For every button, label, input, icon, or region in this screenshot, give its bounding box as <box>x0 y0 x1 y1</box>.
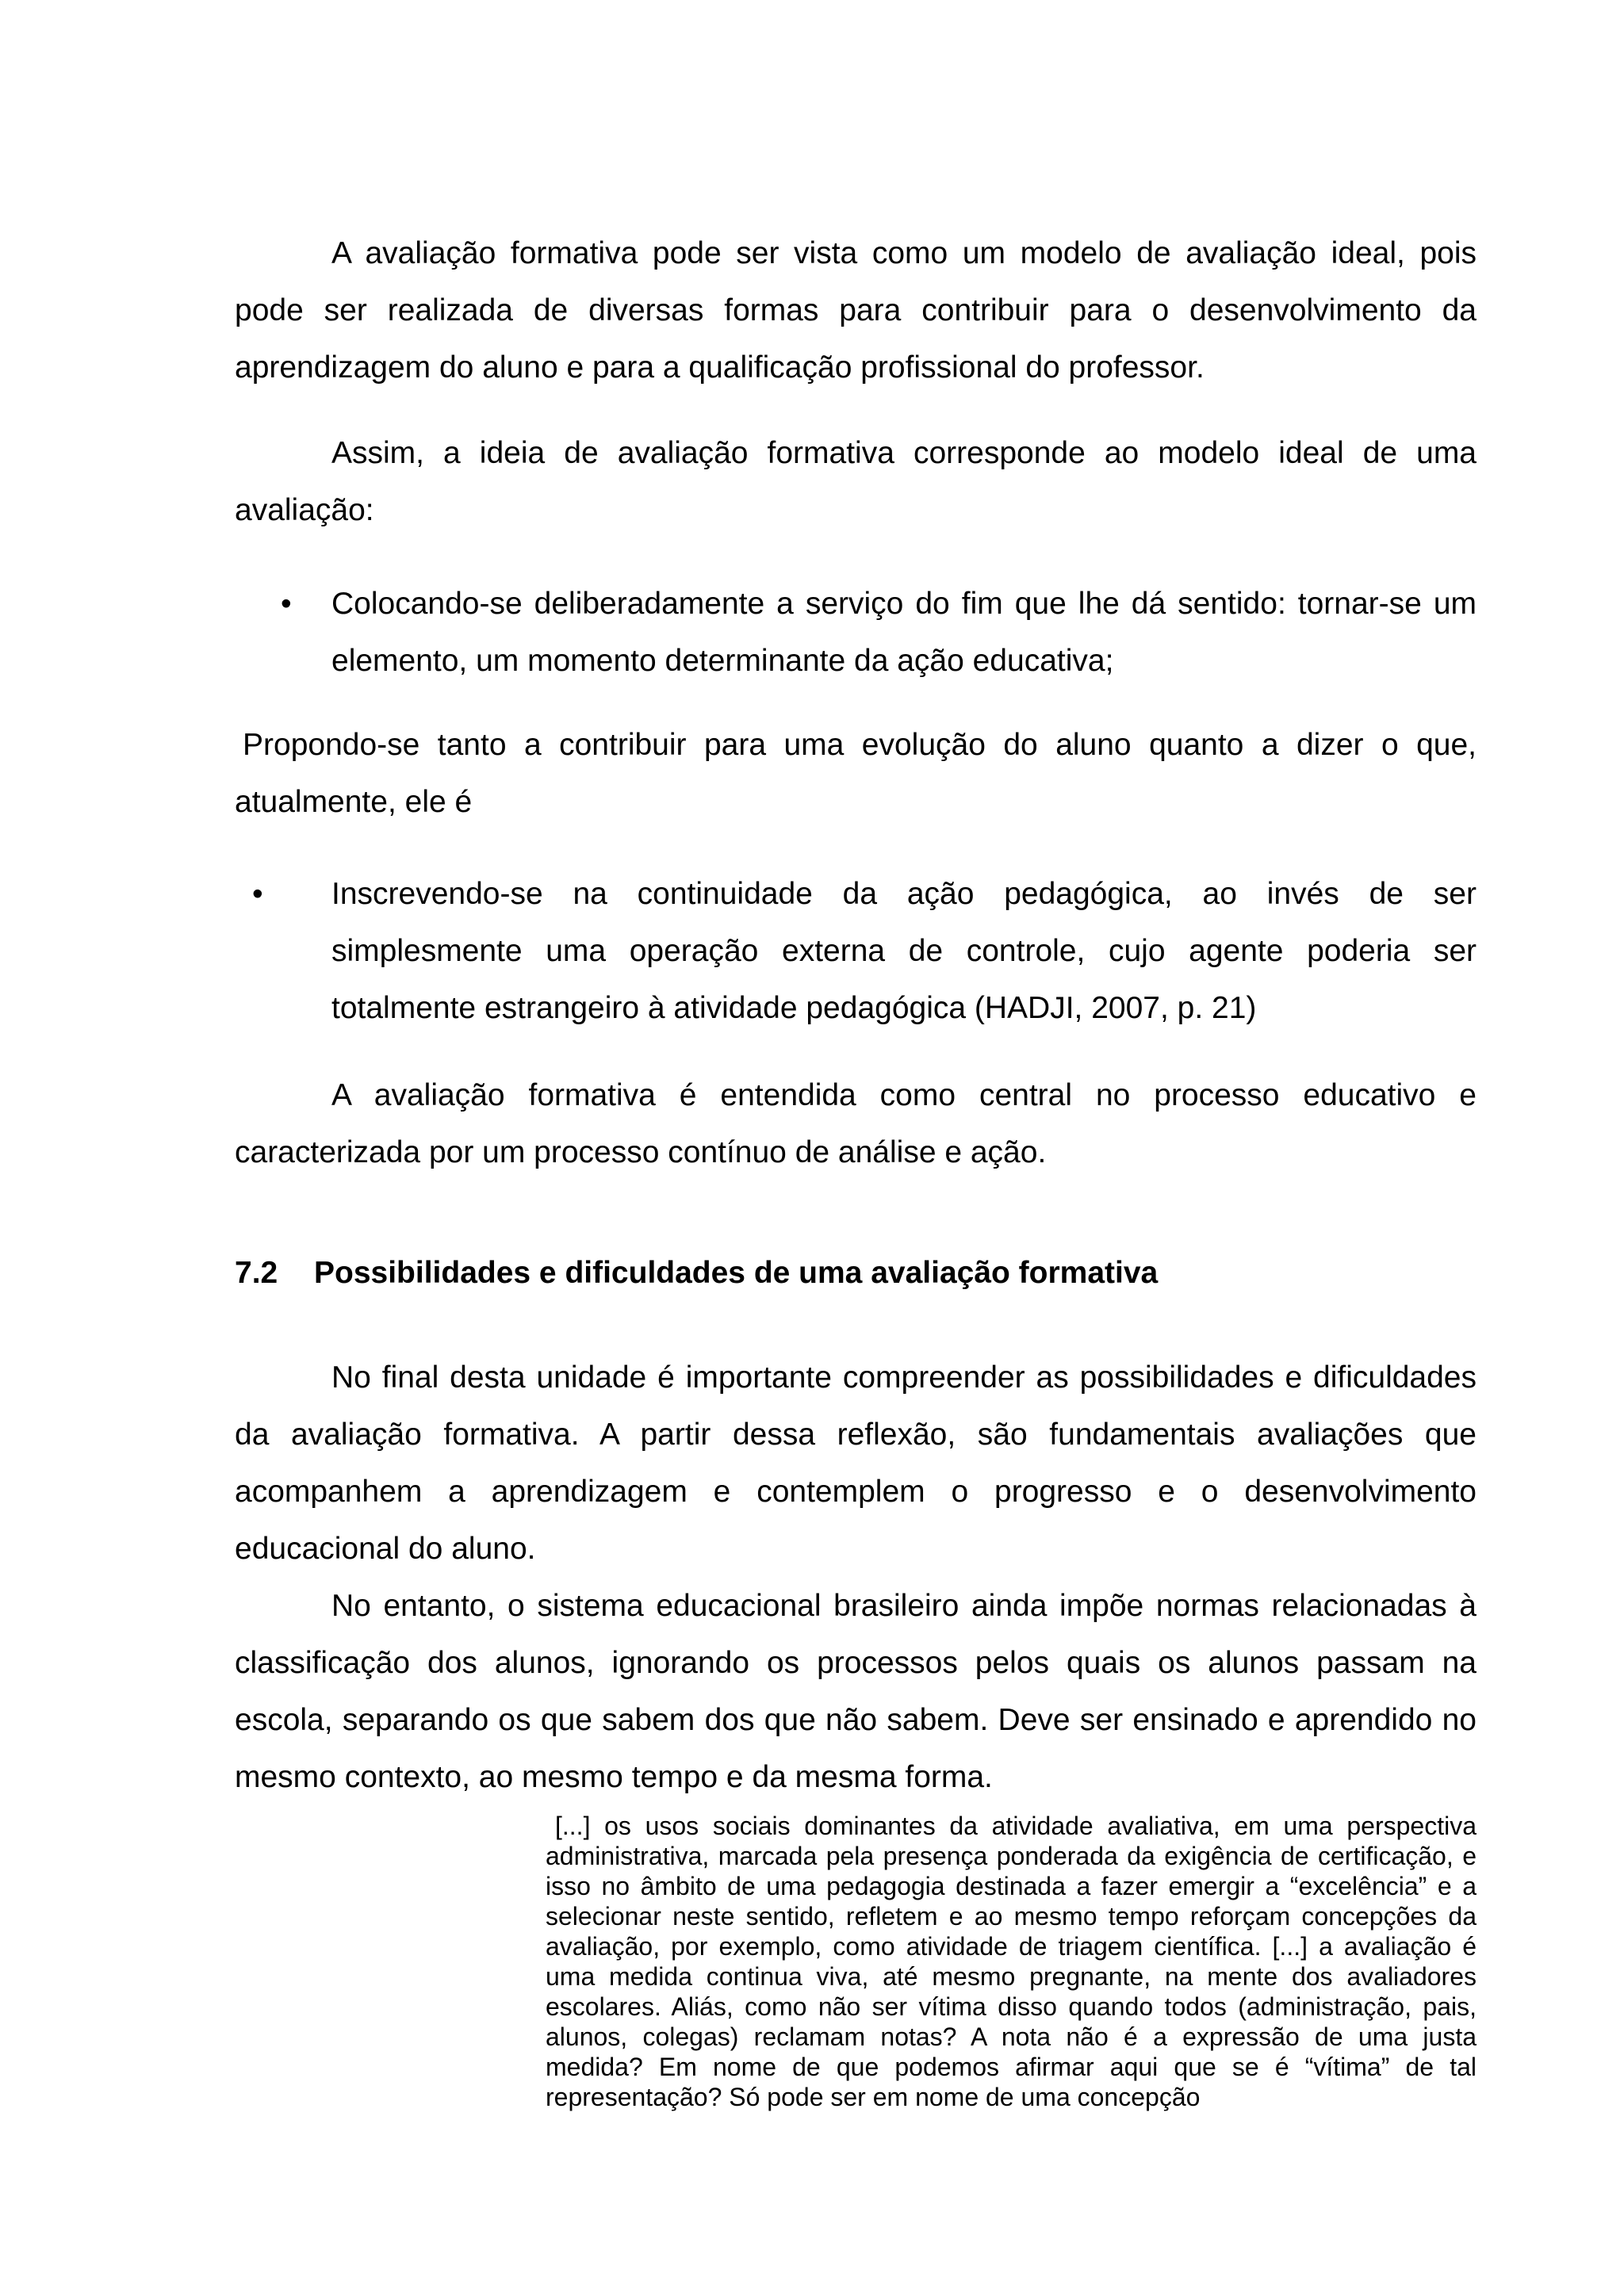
bullet-text-inscrevendo: Inscrevendo-se na continuidade da ação pedagógica, ao invés de ser simplesmente uma operação externa de controle, cujo agente poderia ser totalmente estrangeiro à atividade pedagógica (HADJI, 2007, p. 21) <box>331 877 1477 1025</box>
paragraph-sistema-educacional: No entanto, o sistema educacional brasileiro ainda impõe normas relacionadas à classificação dos alunos, ignorando os processos pelos quais os alunos passam na escola, separando os que sabem dos que não sabem. Deve ser ensinado e aprendido no mesmo contexto, ao mesmo tempo e da mesma forma. <box>235 1589 1477 1794</box>
paragraph-formative-idea: Assim, a ideia de avaliação formativa corresponde ao modelo ideal de uma avaliação: <box>235 436 1477 527</box>
section-number: 7.2 <box>235 1256 278 1290</box>
bullet-text-colocando: Colocando-se deliberadamente a serviço do fim que lhe dá sentido: tornar-se um elemento, um momento determinante da ação educativa; <box>331 587 1477 678</box>
paragraph-central-process: A avaliação formativa é entendida como central no processo educativo e caracterizada por um processo contínuo de análise e ação. <box>235 1078 1477 1169</box>
block-quote: [...] os usos sociais dominantes da atividade avaliativa, em uma perspectiva administrativa, marcada pela presença ponderada da exigência de certificação, e isso no âmbito de uma pedagogia destinada a fazer emergir a “excelência” e a selecionar neste sentido, refletem e ao mesmo tempo reforçam concepções da avaliação, por exemplo, como atividade de triagem científica. [...] a avaliação é uma medida continua viva, até mesmo pregnante, na mente dos avaliadores escolares. Aliás, como não ser vítima disso quando todos (administração, pais, alunos, colegas) reclamam notas? A nota não é a expressão de uma justa medida? Em nome de que podemos afirmar aqui que se é “vítima” de tal representação? Só pode ser em nome de uma concepção <box>546 1812 1477 2111</box>
section-title: Possibilidades e dificuldades de uma avaliação formativa <box>314 1256 1159 1290</box>
bullet-dot-icon: • <box>252 877 263 911</box>
bullet-dot-icon: • <box>281 587 292 621</box>
paragraph-formative-ideal: A avaliação formativa pode ser vista como um modelo de avaliação ideal, pois pode ser realizada de diversas formas para contribuir para o desenvolvimento da aprendizagem do aluno e para a qualificação profissional do professor. <box>235 236 1477 385</box>
section-heading <box>235 1245 1477 1302</box>
paragraph-final-unidade: No final desta unidade é importante compreender as possibilidades e dificuldades da avaliação formativa. A partir dessa reflexão, são fundamentais avaliações que acompanhem a aprendizagem e contemplem o progresso e o desenvolvimento educacional do aluno. <box>235 1360 1477 1566</box>
paragraph-propondo: Propondo-se tanto a contribuir para uma evolução do aluno quanto a dizer o que, atualmente, ele é <box>235 728 1477 819</box>
